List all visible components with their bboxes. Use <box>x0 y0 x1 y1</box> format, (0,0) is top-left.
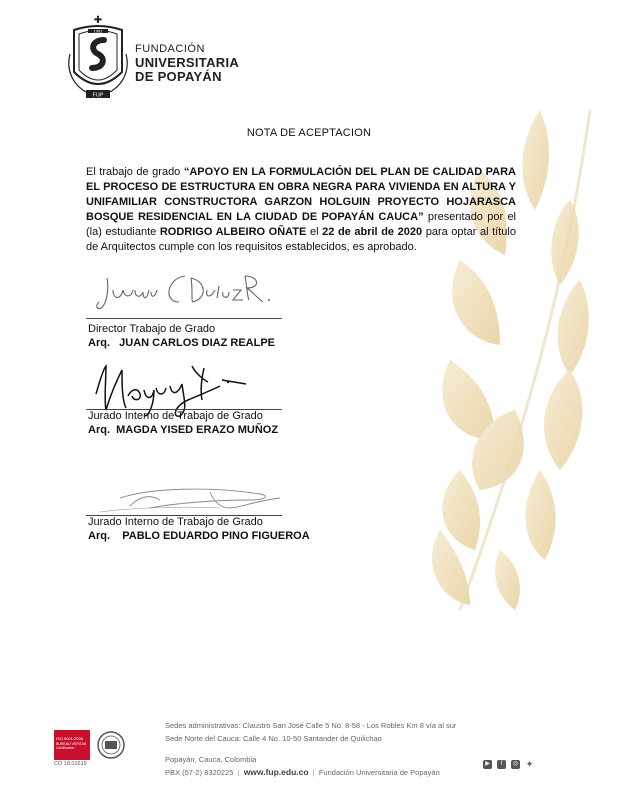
name-jury-2: Arq. PABLO EDUARDO PINO FIGUEROA <box>88 530 310 542</box>
bureau-veritas-label: BUREAU VERITAS Certification <box>56 742 87 750</box>
iso-label: ISO 9001:2008 <box>56 736 83 741</box>
approval-date: 22 de abril de 2020 <box>322 226 423 238</box>
mid-text-1: presentado por el (la) estudiante <box>86 211 516 238</box>
signature-director <box>95 268 275 314</box>
project-title: “APOYO EN LA FORMULACIÓN DEL PLAN DE CALIDAD PARA EL PROCESO DE ESTRUCTURA EN OBRA NEGRA PARA VIVIENDA EN ALTURA Y UNIFAMILIAR CONSTRUCTORA GARZON HOLGUIN PROYECTO HOJARASCA BOSQUE RESIDENCIAL EN LA CIUDAD DE POPAYÁN CAUCA” <box>86 166 516 223</box>
footer-phone: PBX (57-2) 8320225 <box>165 768 234 777</box>
iso-certification-badge <box>54 730 90 760</box>
signature-line-1 <box>86 318 282 319</box>
org-line-3: DE POPAYÁN <box>135 69 222 84</box>
org-line-1: FUNDACIÓN <box>135 43 205 55</box>
signature-jury-2 <box>90 478 290 520</box>
student-name: RODRIGO ALBEIRO OÑATE <box>159 226 307 238</box>
closing-text: para optar al título de Arquitectos cumple con los requisitos establecidos, es aprobado. <box>86 226 516 253</box>
role-director: Director Trabajo de Grado <box>88 323 216 335</box>
youtube-icon[interactable]: ▶ <box>483 760 492 769</box>
org-line-2: UNIVERSITARIA <box>135 55 240 70</box>
footer-website-link[interactable]: www.fup.edu.co <box>243 767 309 777</box>
university-seal-logo <box>66 14 130 100</box>
certificate-code: CO 18.01619 <box>54 761 87 767</box>
facebook-icon[interactable]: f <box>497 760 506 769</box>
name-director: Arq. JUAN CARLOS DIAZ REALPE <box>88 337 276 349</box>
role-jury-1: Jurado Interno de Trabajo de Grado <box>88 410 263 422</box>
footer-address-1: Sedes administrativas: Claustro San José Calle 5 No. 8-58 - Los Robles Km 8 vía al sur <box>165 721 457 730</box>
instagram-icon[interactable]: ◎ <box>512 761 519 767</box>
svg-text:✚: ✚ <box>93 15 103 26</box>
footer-address-2: Sede Norte del Cauca: Calle 4 No. 10-50 Santander de Quilichao <box>165 734 382 743</box>
mid-text-2: el <box>306 226 323 238</box>
seal-year: 1982 <box>93 29 103 34</box>
name-jury-1: Arq. MAGDA YISED ERAZO MUÑOZ <box>88 424 279 436</box>
twitter-icon[interactable]: ✦ <box>525 759 534 769</box>
footer-contact <box>165 718 456 780</box>
acceptance-paragraph <box>86 165 516 255</box>
footer-city: Popayán, Cauca, Colombia <box>165 755 257 764</box>
role-jury-2: Jurado Interno de Trabajo de Grado <box>88 516 263 528</box>
intro-text: El trabajo de grado <box>86 166 184 178</box>
document-title: NOTA DE ACEPTACION <box>246 127 372 139</box>
bureau-veritas-seal-icon <box>95 730 127 760</box>
footer-org-name: Fundación Universitaria de Popayán <box>318 768 440 777</box>
footer-contact-row: PBX (57-2) 8320225 | www.fup.edu.co | Fundación Universitaria de Popayán <box>165 767 440 777</box>
seal-label: FUP <box>92 92 104 99</box>
organization-name <box>135 42 239 84</box>
